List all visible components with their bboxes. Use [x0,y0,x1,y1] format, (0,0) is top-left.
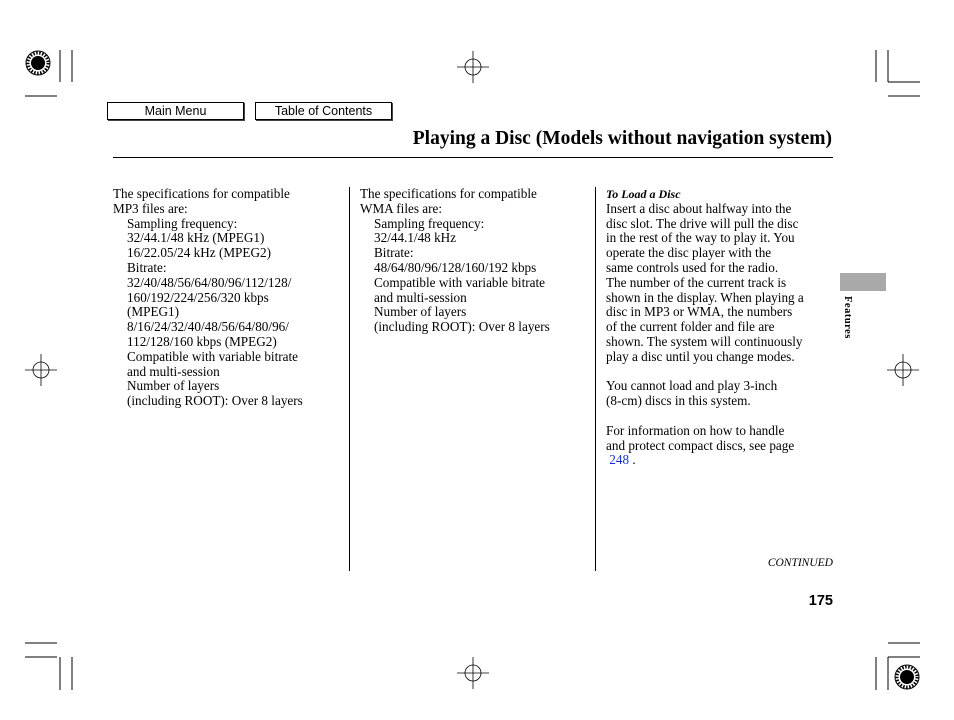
page-title: Playing a Disc (Models without navigation system) [412,128,832,149]
spec-line: 32/44.1/48 kHz [374,230,457,246]
spec-line: Compatible with variable bitrate [374,274,546,290]
body-line: disc slot. The drive will pull the disc [606,215,799,231]
column-wma-specs [360,187,590,335]
column-divider [349,187,350,571]
section-tab [840,273,886,291]
spec-line: Sampling frequency: [374,215,485,231]
page-link-suffix: . [629,452,636,468]
spec-line: Number of layers [374,304,467,320]
body-line: disc in MP3 or WMA, the numbers [606,304,793,320]
body-line: Insert a disc about halfway into the [606,200,792,216]
continued-label: CONTINUED [767,557,833,569]
spec-line: 48/64/80/96/128/160/192 kbps [374,259,537,275]
intro-line: WMA files are: [360,200,443,216]
column-divider [595,187,596,571]
table-of-contents-button[interactable]: Table of Contents [255,102,392,120]
body-line: and protect compact discs, see page [606,437,795,453]
section-label: Features [842,296,853,339]
intro-line: The specifications for compatible [113,186,290,201]
spec-line: and multi-session [374,289,467,305]
body-line: For information on how to handle [606,422,785,438]
spacer [606,409,836,424]
body-line: shown. The system will continuously [606,333,803,349]
spec-line: (including ROOT): Over 8 layers [127,393,303,409]
spec-line: 16/22.05/24 kHz (MPEG2) [127,245,271,261]
spec-line: Bitrate: [127,259,167,275]
body-line: same controls used for the radio. [606,259,779,275]
spacer [606,365,836,380]
spec-line: 32/44.1/48 kHz (MPEG1) [127,230,265,246]
body-line: The number of the current track is [606,274,787,290]
title-rule [113,157,833,158]
spec-line: Bitrate: [374,245,414,261]
spec-line: Number of layers [127,378,220,394]
body-line: (8-cm) discs in this system. [606,393,751,409]
page-reference [606,453,836,468]
page-number: 175 [808,593,833,609]
main-menu-button[interactable]: Main Menu [107,102,244,120]
spec-line: and multi-session [127,363,220,379]
spec-line: Sampling frequency: [127,215,238,231]
column-load-disc [606,187,836,468]
body-line: You cannot load and play 3-inch [606,378,778,394]
spec-line: 160/192/224/256/320 kbps [127,289,269,305]
spec-line: Compatible with variable bitrate [127,348,299,364]
spec-line: 112/128/160 kbps (MPEG2) [127,333,277,349]
body-line: in the rest of the way to play it. You [606,230,795,246]
body-line: shown in the display. When playing a [606,289,804,305]
section-heading: To Load a Disc [606,187,681,201]
page-link[interactable]: 248 [609,452,630,468]
spec-line: (MPEG1) [127,304,180,320]
body-line: operate the disc player with the [606,245,772,261]
intro-line: The specifications for compatible [360,186,537,201]
spec-line: 8/16/24/32/40/48/56/64/80/96/ [127,319,289,335]
column-mp3-specs [113,187,343,409]
body-line: play a disc until you change modes. [606,348,795,364]
spec-line: (including ROOT): Over 8 layers [374,319,550,335]
intro-line: MP3 files are: [113,200,188,216]
body-line: of the current folder and file are [606,319,775,335]
spec-line: 32/40/48/56/64/80/96/112/128/ [127,274,292,290]
